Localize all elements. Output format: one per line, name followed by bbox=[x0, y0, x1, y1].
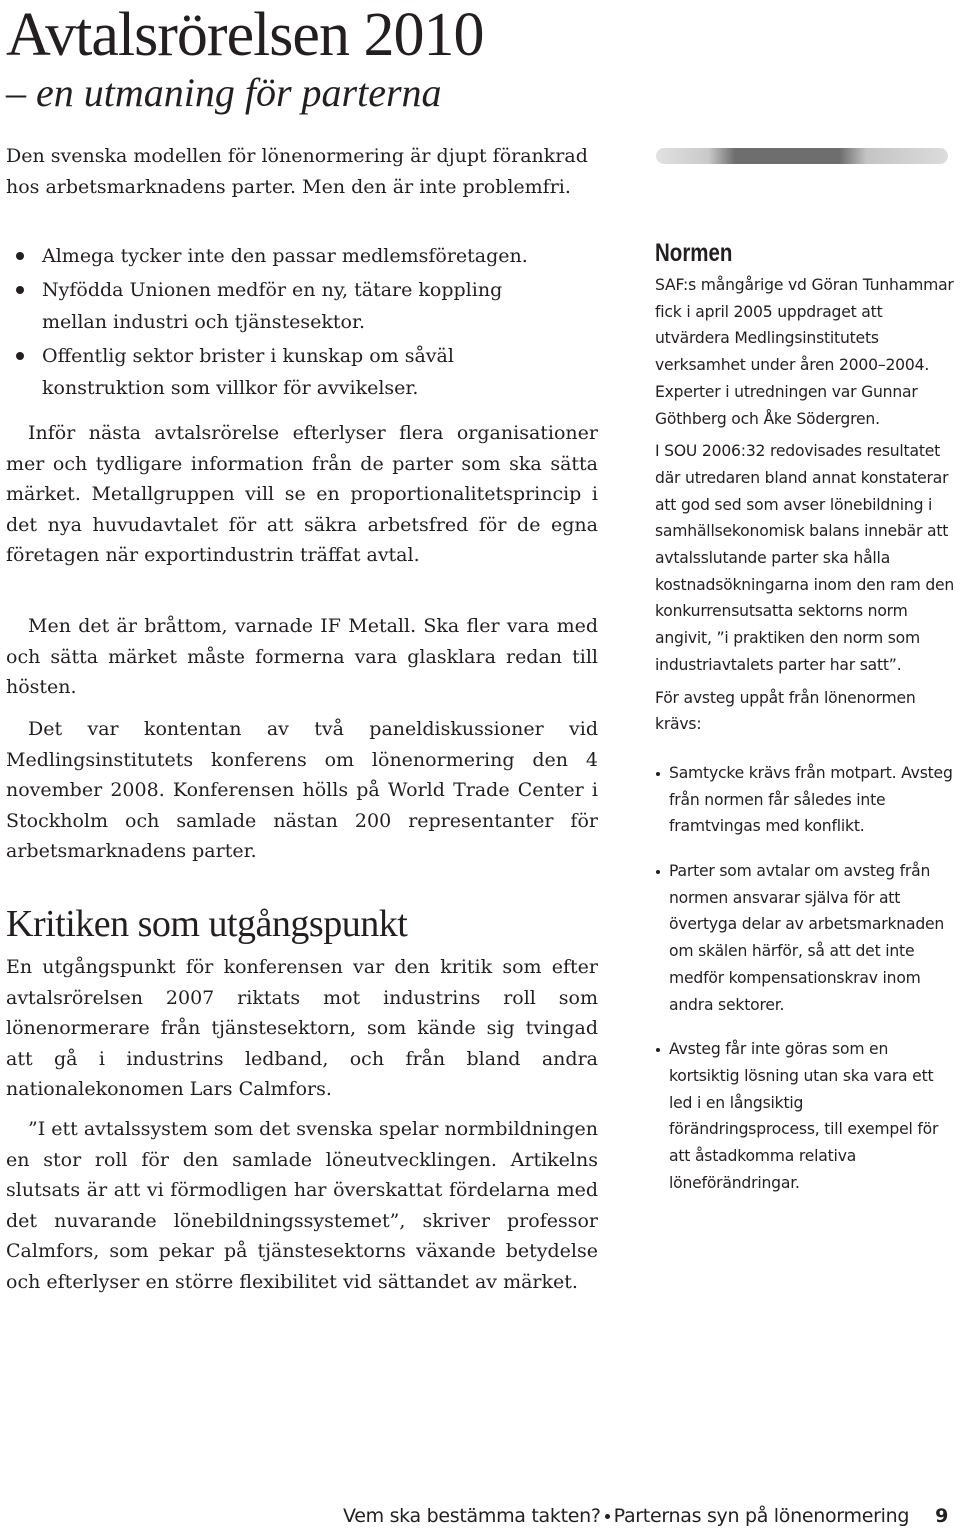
footer-publication: Vem ska bestämma takten? bbox=[343, 1505, 601, 1527]
sidebar-bullet-list bbox=[655, 760, 955, 1197]
bullet-icon bbox=[656, 1048, 660, 1052]
intro-bullet: Offentlig sektor brister i kunskap om såväl konstruktion som villkor för avvikelser. bbox=[6, 340, 566, 404]
bullet-icon bbox=[16, 352, 24, 360]
footer-section: Parternas syn på lönenormering bbox=[613, 1505, 910, 1527]
sidebar-bullet: Avsteg får inte göras som en kortsiktig lösning utan ska vara ett led i en långsiktig förändringsprocess, till exempel för att åstadkomma relativa löneförändringar. bbox=[655, 1036, 955, 1196]
sidebar-paragraph: SAF:s mångårige vd Göran Tunhammar fick i april 2005 uppdraget att utvärdera Medlingsinstitutets verksamhet under åren 2000–2004. Experter i utredningen var Gunnar Göthberg och Åke Södergren. bbox=[655, 276, 954, 428]
sidebar-paragraph: I SOU 2006:32 redovisades resultatet där utredaren bland annat konstaterar att god sed som avser lönebildning i samhällsekonomisk balans innebär att avtalsslutande parter ska hålla kostnadsökningarna inom den ram den konkurrensutsatta sektorns norm angivit, ”i praktiken den norm som industriavtalets parter har satt”. bbox=[655, 442, 955, 674]
decorative-bar bbox=[656, 148, 948, 164]
page-footer bbox=[343, 1502, 948, 1530]
bullet-icon bbox=[16, 286, 24, 294]
sidebar-bullet: Samtycke krävs från motpart. Avsteg från normen får således inte framtvingas med konflikt. bbox=[655, 760, 955, 840]
article-paragraph: Men det är bråttom, varnade IF Metall. Ska fler vara med och sätta märket måste formerna vara glasklara redan till hösten. bbox=[6, 615, 598, 699]
section-paragraph: En utgångspunkt för konferensen var den kritik som efter avtalsrörelsen 2007 riktats mot industrins roll som lönenormerare från tjänstesektorn, som kände sig tvingad att gå i industrins ledband, och från bland andra nationalekonomen Lars Calmfors. bbox=[6, 956, 598, 1101]
bullet-icon bbox=[605, 1514, 610, 1519]
bullet-icon bbox=[656, 870, 660, 874]
bullet-icon bbox=[16, 252, 24, 260]
sidebar-paragraph: För avsteg uppåt från lönenormen krävs: bbox=[655, 688, 916, 734]
sidebar-bullet: Parter som avtalar om avsteg från normen ansvarar själva för att övertyga delar av arbetsmarknaden om skälen härför, så att det inte medför kompensationskrav inom andra sektorer. bbox=[655, 858, 955, 1018]
article-intro: Den svenska modellen för lönenormering är djupt förankrad hos arbetsmarknadens parter. Men den är inte problemfri. bbox=[6, 145, 588, 198]
article-paragraph: Inför nästa avtalsrörelse efterlyser flera organisationer mer och tydligare information från de parter som ska sätta märket. Metallgruppen vill se en proportionalitetsprincip i det nya huvudavtalet för att säkra arbetsfred för de egna företagen när exportindustrin träffat avtal. bbox=[6, 422, 598, 567]
page-number: 9 bbox=[935, 1505, 948, 1527]
bullet-icon bbox=[656, 772, 660, 776]
section-paragraph: ”I ett avtalssystem som det svenska spelar normbildningen en stor roll för den samlade löneutvecklingen. Artikelns slutsats är att vi förmodligen har överskattat fördelarna med det nuvarande lönebildningssystemet”, skriver professor Calmfors, som pekar på tjänstesektorns växande betydelse och efterlyser en större flexibilitet vid sättandet av märket. bbox=[6, 1118, 598, 1293]
section-heading: Kritiken som utgångspunkt bbox=[6, 903, 408, 945]
sidebar-factbox bbox=[655, 236, 955, 1215]
intro-bullet: Nyfödda Unionen medför en ny, tätare koppling mellan industri och tjänstesektor. bbox=[6, 274, 566, 338]
intro-bullet: Almega tycker inte den passar medlemsföretagen. bbox=[6, 240, 566, 272]
intro-bullet-list bbox=[6, 240, 566, 406]
article-paragraph: Det var kontentan av två paneldiskussioner vid Medlingsinstitutets konferens om lönenormering den 4 november 2008. Konferensen hölls på World Trade Center i Stockholm och samlade nästan 200 representanter för arbetsmarknadens parter. bbox=[6, 718, 598, 863]
sidebar-title: Normen bbox=[655, 239, 733, 267]
article-title: Avtalsrörelsen 2010 bbox=[6, 1, 484, 69]
article-subtitle: – en utmaning för parterna bbox=[6, 70, 442, 115]
